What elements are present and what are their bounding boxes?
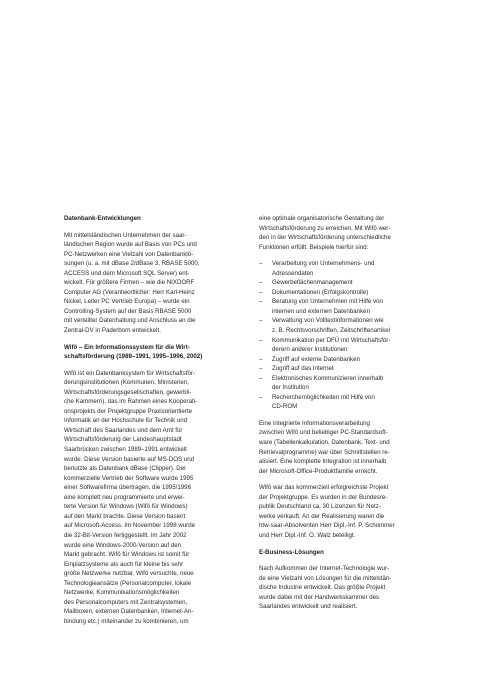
list-item: – Dokumentationen (Erfolgskontrolle): [259, 288, 441, 298]
list-item: – Verwaltung von Volltextinformationen wie z. B. Rechtsvorschriften, Zeitschriftenartikel: [259, 316, 441, 335]
paragraph: Eine integrierte Informationsverarbeitung zwischen Wifö und beliebiger PC-Standardsoft- ware (Tabellenkalkulation, Datenbank, Text- und Retrievalprogramme) war über Schnittstellen re- alisiert. Eine komplette Integration ist innerhalb der Microsoft-Office-Produktfamilie erreicht.: [259, 419, 390, 475]
list-item: – Gewerbeflächenmanagement: [259, 278, 441, 288]
paragraph: Wifö war das kommerziell erfolgreichste Projekt der Projektgruppe. Es wurden in der Bundesre- publik Deutschland ca. 30 Lizenzen für Netz- werke verkauft. An der Realisierung waren die htw-saar-Absolventen Herr Dipl.-Inf. P. Schommer und Herr Dipl.-Inf. O. Walz beteiligt.: [259, 484, 395, 539]
left-column: [64, 214, 246, 633]
section-heading-ebusiness: E-Business-Lösungen: [259, 548, 324, 556]
list-item: – Recherchemöglichkeiten mit Hilfe von CD-ROM: [259, 393, 441, 412]
section-heading-datenbank: Datenbank-Entwicklungen: [64, 215, 141, 222]
paragraph: Mit mittelständischen Unternehmen der saar- ländischen Region wurde auf Basis von PCs und PC-Netzwerken eine Vielzahl von Datenbanklö- sungen (u. a. mit dBase 2/dBase 3, RBASE 5000, ACCESS und dem Microsoft SQL Server) ent- wickelt. Für größere Firmen – wie die NIXDORF Computer AG (Verantwortlicher: Herr Karl-Heinz Nickel, Leiter PC Vertrieb Europa) – wurde ein Controlling-System auf der Basis RBASE 5000 mit verteilter Datenhaltung und Anschluss an die Zentral-DV in Paderborn entwickelt.: [64, 231, 200, 335]
section-heading-wifoe: Wifö – Ein Informationssystem für die Wirt- schaftsförderung (1989–1991, 1995–1996, 2002): [64, 343, 203, 361]
right-column: [259, 214, 441, 619]
list-item: – Elektronisches Kommunizieren innerhalb der Institution: [259, 374, 441, 393]
list-item: – Zugriff auf externe Datenbanken: [259, 355, 441, 365]
list-item: – Beratung von Unternehmen mit Hilfe von internen und externen Datenbanken: [259, 297, 441, 316]
paragraph: eine optimale organisatorische Gestaltung der Wirtschaftsförderung zu erreichen. Mit Wifö wer- den in der Wirtschaftsförderung unterschiedliche Funktionen erfüllt. Beispiele hierfür sind:: [259, 215, 391, 251]
paragraph: Wifö ist ein Datenbanksystem für Wirtschaftsför- derungsinstitutionen (Kommunen, Ministerien, Wirtschaftsförderungsgesellschaften, gewerbli- che Kammern), das im Rahmen eines Kooperati- onsprojekts der Projektgruppe Praxisorientierte Informatik an der Hochschule für Technik und Wirtschaft des Saarlandes und dem Amt für Wirtschaftsförderung der Landeshauptstadt Saarbrücken zwischen 1989–1991 entwickelt wurde. Diese Version basierte auf MS-DOS und benutzte als Datenbank dBase (Clipper). Der kommerzielle Vertrieb der Software wurde 1995 einer Softwarefirma übertragen, die 1995/1996 eine komplett neu programmierte und erwei- terte Version für Windows (Wifö für Windows) auf den Markt brachte. Diese Version basiert auf Microsoft-Access. Im November 1998 wurde die 32-Bit-Version fertiggestellt. Im Jahr 2002 wurde eine Windows-2000-Version auf den Markt gebracht. Wifö für Windows ist somit für Einplatzsysteme als auch für kleine bis sehr große Netzwerke nutzbar. Wifö versuchte, neue Technologieansätze (Personalcomputer, lokale Netzwerke, Kommunikationsmöglichkeiten des Personalcomputers mit Zentralsystemen, Mailboxen, externen Datenbanken, Internet-An- bindung etc.) miteinander zu kombinieren, um: [64, 369, 198, 625]
paragraph: Nach Aufkommen der Internet-Technologie wur- de eine Vielzahl von Lösungen für die mittelstän- dische Industrie entwickelt. Das größte Projekt wurde dabei mit der Handwerkskammer des Saarlandes entwickelt und realisiert.: [259, 565, 392, 611]
list-item: – Kommunikation per DFÜ mit Wirtschaftsför- derern anderer Institutionen: [259, 336, 441, 355]
list-item: – Verarbeitung von Unternehmens- und Adressendaten: [259, 259, 441, 278]
function-list: [259, 259, 441, 412]
list-item: – Zugriff auf das Internet: [259, 364, 441, 374]
